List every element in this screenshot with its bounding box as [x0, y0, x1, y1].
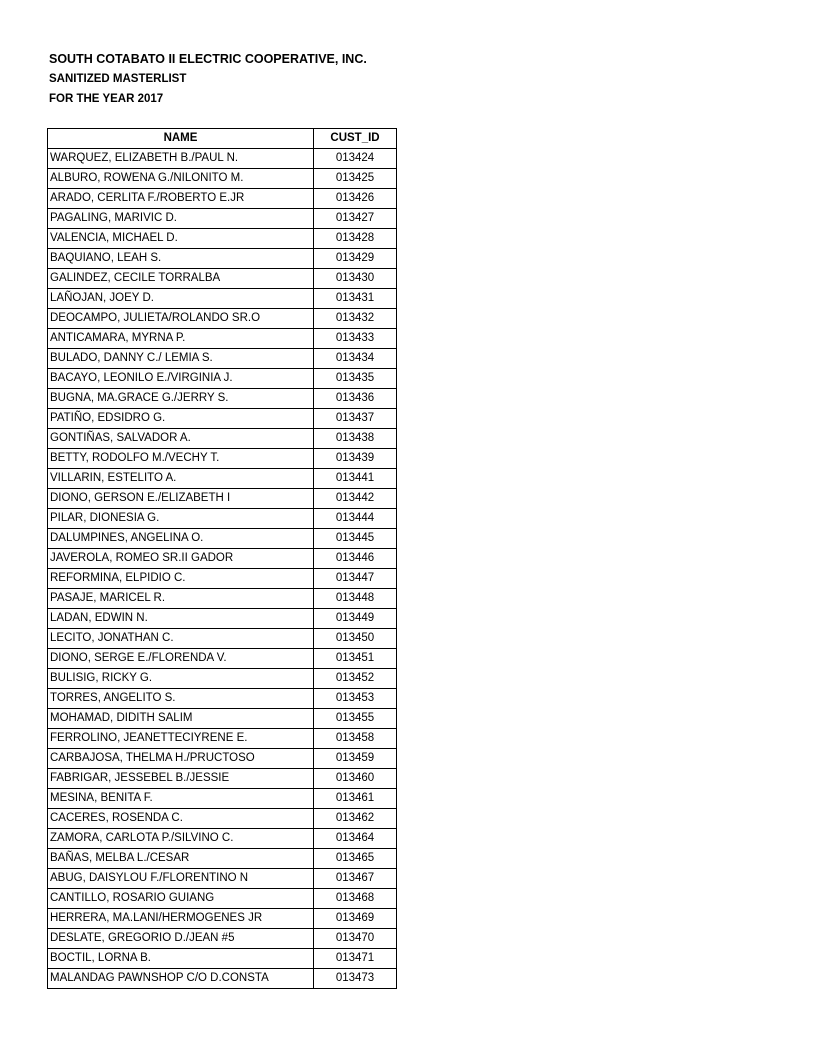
customer-name-cell: MALANDAG PAWNSHOP C/O D.CONSTA	[48, 969, 314, 989]
customer-name-cell: ABUG, DAISYLOU F./FLORENTINO N	[48, 869, 314, 889]
table-row	[48, 369, 397, 389]
table-row	[48, 309, 397, 329]
column-header-cust-id: CUST_ID	[314, 129, 397, 149]
customer-name-cell: BACAYO, LEONILO E./VIRGINIA J.	[48, 369, 314, 389]
customer-name-cell: ARADO, CERLITA F./ROBERTO E.JR	[48, 189, 314, 209]
table-row	[48, 389, 397, 409]
customer-id-cell: 013471	[314, 949, 397, 969]
customer-id-cell: 013452	[314, 669, 397, 689]
masterlist-table	[47, 128, 397, 989]
customer-name-cell: DEOCAMPO, JULIETA/ROLANDO SR.O	[48, 309, 314, 329]
table-row	[48, 869, 397, 889]
customer-id-cell: 013470	[314, 929, 397, 949]
customer-id-cell: 013434	[314, 349, 397, 369]
year-line: FOR THE YEAR 2017	[49, 93, 164, 105]
customer-id-cell: 013453	[314, 689, 397, 709]
table-row	[48, 629, 397, 649]
customer-name-cell: PATIÑO, EDSIDRO G.	[48, 409, 314, 429]
customer-name-cell: ALBURO, ROWENA G./NILONITO M.	[48, 169, 314, 189]
table-row	[48, 329, 397, 349]
customer-id-cell: 013432	[314, 309, 397, 329]
table-row	[48, 489, 397, 509]
customer-name-cell: BULISIG, RICKY G.	[48, 669, 314, 689]
table-row	[48, 149, 397, 169]
customer-id-cell: 013448	[314, 589, 397, 609]
customer-name-cell: PASAJE, MARICEL R.	[48, 589, 314, 609]
customer-name-cell: CACERES, ROSENDA C.	[48, 809, 314, 829]
document-header	[49, 51, 367, 111]
customer-name-cell: BETTY, RODOLFO M./VECHY T.	[48, 449, 314, 469]
table-row	[48, 529, 397, 549]
customer-name-cell: BAÑAS, MELBA L./CESAR	[48, 849, 314, 869]
customer-id-cell: 013426	[314, 189, 397, 209]
customer-name-cell: PILAR, DIONESIA G.	[48, 509, 314, 529]
table-row	[48, 649, 397, 669]
table-row	[48, 829, 397, 849]
customer-name-cell: LADAN, EDWIN N.	[48, 609, 314, 629]
table-row	[48, 249, 397, 269]
customer-name-cell: BAQUIANO, LEAH S.	[48, 249, 314, 269]
customer-id-cell: 013436	[314, 389, 397, 409]
customer-name-cell: DIONO, GERSON E./ELIZABETH I	[48, 489, 314, 509]
table-body	[48, 149, 397, 989]
customer-id-cell: 013429	[314, 249, 397, 269]
customer-name-cell: CARBAJOSA, THELMA H./PRUCTOSO	[48, 749, 314, 769]
table-row	[48, 349, 397, 369]
table-row	[48, 689, 397, 709]
table-row	[48, 609, 397, 629]
customer-name-cell: VILLARIN, ESTELITO A.	[48, 469, 314, 489]
customer-id-cell: 013460	[314, 769, 397, 789]
customer-name-cell: BUGNA, MA.GRACE G./JERRY S.	[48, 389, 314, 409]
table-row	[48, 409, 397, 429]
table-row	[48, 749, 397, 769]
customer-name-cell: CANTILLO, ROSARIO GUIANG	[48, 889, 314, 909]
customer-name-cell: ZAMORA, CARLOTA P./SILVINO C.	[48, 829, 314, 849]
customer-id-cell: 013428	[314, 229, 397, 249]
customer-id-cell: 013447	[314, 569, 397, 589]
table-row	[48, 549, 397, 569]
customer-name-cell: LAÑOJAN, JOEY D.	[48, 289, 314, 309]
customer-id-cell: 013462	[314, 809, 397, 829]
table-row	[48, 209, 397, 229]
table-row	[48, 809, 397, 829]
customer-id-cell: 013442	[314, 489, 397, 509]
table-row	[48, 469, 397, 489]
customer-id-cell: 013451	[314, 649, 397, 669]
table-row	[48, 769, 397, 789]
customer-id-cell: 013444	[314, 509, 397, 529]
customer-id-cell: 013435	[314, 369, 397, 389]
table-row	[48, 709, 397, 729]
customer-id-cell: 013430	[314, 269, 397, 289]
organization-name: SOUTH COTABATO II ELECTRIC COOPERATIVE, INC.	[49, 52, 367, 66]
customer-name-cell: MESINA, BENITA F.	[48, 789, 314, 809]
customer-id-cell: 013467	[314, 869, 397, 889]
table-row	[48, 509, 397, 529]
customer-id-cell: 013469	[314, 909, 397, 929]
customer-id-cell: 013458	[314, 729, 397, 749]
customer-id-cell: 013431	[314, 289, 397, 309]
customer-id-cell: 013427	[314, 209, 397, 229]
customer-name-cell: REFORMINA, ELPIDIO C.	[48, 569, 314, 589]
customer-id-cell: 013438	[314, 429, 397, 449]
customer-id-cell: 013461	[314, 789, 397, 809]
customer-name-cell: LECITO, JONATHAN C.	[48, 629, 314, 649]
customer-id-cell: 013449	[314, 609, 397, 629]
customer-id-cell: 013459	[314, 749, 397, 769]
table-row	[48, 229, 397, 249]
customer-name-cell: HERRERA, MA.LANI/HERMOGENES JR	[48, 909, 314, 929]
customer-id-cell: 013441	[314, 469, 397, 489]
table-row	[48, 189, 397, 209]
table-row	[48, 669, 397, 689]
customer-name-cell: JAVEROLA, ROMEO SR.II GADOR	[48, 549, 314, 569]
customer-name-cell: DALUMPINES, ANGELINA O.	[48, 529, 314, 549]
customer-name-cell: GALINDEZ, CECILE TORRALBA	[48, 269, 314, 289]
document-subtitle: SANITIZED MASTERLIST	[49, 73, 187, 85]
table-row	[48, 929, 397, 949]
customer-id-cell: 013433	[314, 329, 397, 349]
customer-id-cell: 013468	[314, 889, 397, 909]
customer-name-cell: WARQUEZ, ELIZABETH B./PAUL N.	[48, 149, 314, 169]
customer-id-cell: 013464	[314, 829, 397, 849]
table-row	[48, 429, 397, 449]
table-row	[48, 289, 397, 309]
table-row	[48, 589, 397, 609]
customer-name-cell: TORRES, ANGELITO S.	[48, 689, 314, 709]
table-row	[48, 269, 397, 289]
table-row	[48, 169, 397, 189]
table-row	[48, 729, 397, 749]
customer-name-cell: FERROLINO, JEANETTECIYRENE E.	[48, 729, 314, 749]
customer-name-cell: BOCTIL, LORNA B.	[48, 949, 314, 969]
customer-id-cell: 013424	[314, 149, 397, 169]
table-row	[48, 949, 397, 969]
table-header-row	[48, 129, 397, 149]
table-row	[48, 889, 397, 909]
customer-id-cell: 013450	[314, 629, 397, 649]
customer-name-cell: GONTIÑAS, SALVADOR A.	[48, 429, 314, 449]
customer-id-cell: 013473	[314, 969, 397, 989]
customer-id-cell: 013437	[314, 409, 397, 429]
customer-name-cell: DIONO, SERGE E./FLORENDA V.	[48, 649, 314, 669]
customer-name-cell: ANTICAMARA, MYRNA P.	[48, 329, 314, 349]
customer-name-cell: DESLATE, GREGORIO D./JEAN #5	[48, 929, 314, 949]
table-row	[48, 909, 397, 929]
table-row	[48, 849, 397, 869]
customer-name-cell: PAGALING, MARIVIC D.	[48, 209, 314, 229]
customer-id-cell: 013439	[314, 449, 397, 469]
customer-id-cell: 013465	[314, 849, 397, 869]
table-row	[48, 449, 397, 469]
table-row	[48, 969, 397, 989]
customer-name-cell: BULADO, DANNY C./ LEMIA S.	[48, 349, 314, 369]
customer-id-cell: 013446	[314, 549, 397, 569]
customer-id-cell: 013455	[314, 709, 397, 729]
customer-id-cell: 013445	[314, 529, 397, 549]
customer-name-cell: MOHAMAD, DIDITH SALIM	[48, 709, 314, 729]
table-row	[48, 789, 397, 809]
table-row	[48, 569, 397, 589]
customer-name-cell: FABRIGAR, JESSEBEL B./JESSIE	[48, 769, 314, 789]
customer-name-cell: VALENCIA, MICHAEL D.	[48, 229, 314, 249]
column-header-name: NAME	[48, 129, 314, 149]
customer-id-cell: 013425	[314, 169, 397, 189]
